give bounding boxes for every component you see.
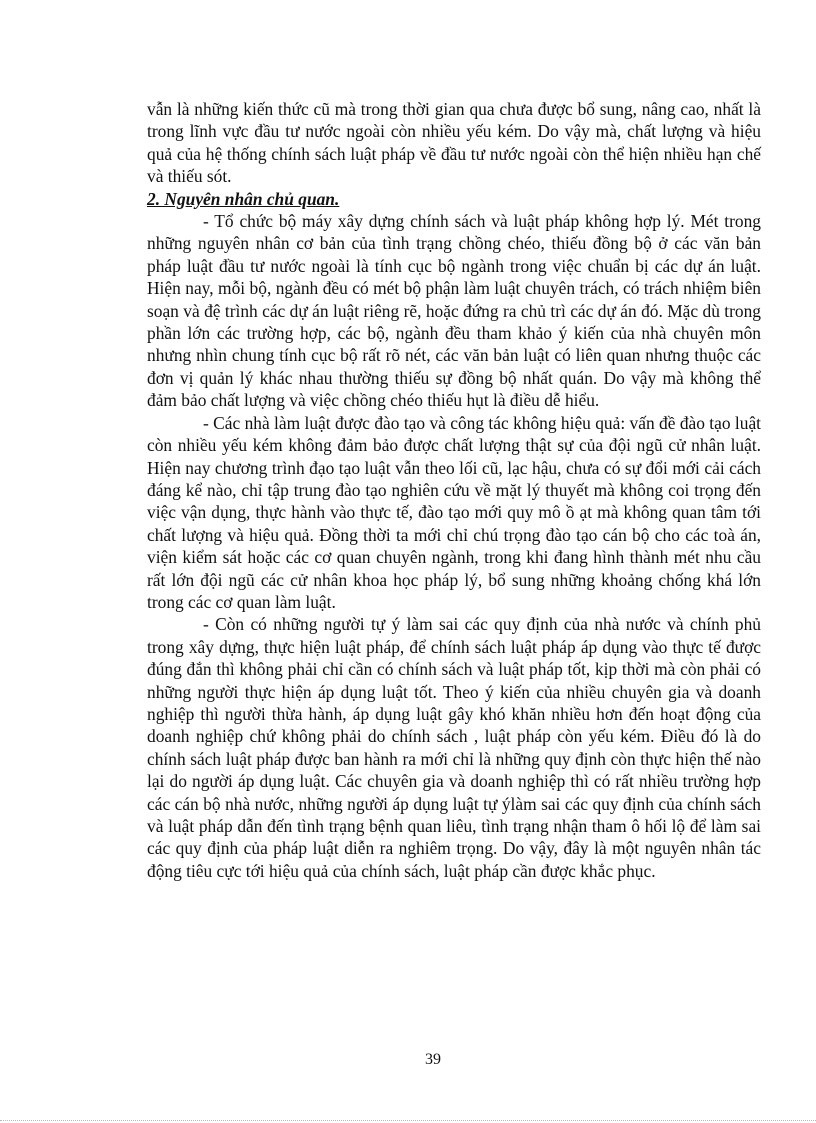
section-heading: 2. Nguyên nhân chủ quan.: [147, 188, 340, 209]
page-number: 39: [425, 1051, 441, 1068]
paragraph-organization: - Tổ chức bộ máy xây dựng chính sách và luật pháp không hợp lý. Mét trong những nguyên nhân cơ bản của tình trạng chồng chéo, thiếu đồng bộ ở các văn bản pháp luật đầu tư nước ngoài là tính cục bộ ngành trong việc chuẩn bị các dự án luật. Hiện nay, mỗi bộ, ngành đều có mét bộ phận làm luật chuyên trách, có trách nhiệm biên soạn và đệ trình các dự án luật riêng rẽ, hoặc đứng ra chủ trì các dự án đó. Mặc dù trong phần lớn các trường hợp, các bộ, ngành đều tham khảo ý kiến của nhà chuyên môn nhưng nhìn chung tính cục bộ rất rõ nét, các văn bản luật có liên quan nhưng thuộc các đơn vị quản lý khác nhau thường thiếu sự đồng bộ nhất quán. Do vậy mà không thể đảm bảo chất lượng và việc chồng chéo thiếu hụt là điều dễ hiểu.: [147, 211, 761, 411]
paragraph-enforcement: - Còn có những người tự ý làm sai các quy định của nhà nước và chính phủ trong xây dựng, thực hiện luật pháp, để chính sách luật pháp áp dụng vào thực tế được đúng đắn thì không phải chỉ cần có chính sách và luật pháp tốt, kịp thời mà còn phải có những người thực hiện áp dụng luật tốt. Theo ý kiến của nhiều chuyên gia và doanh nghiệp thì người thừa hành, áp dụng luật gây khó khăn nhiều hơn đến hoạt động của doanh nghiệp chứ không phải do chính sách , luật pháp còn yếu kém. Điều đó là do chính sách luật pháp được ban hành ra mới chỉ là những quy định còn thực hiện thế nào lại do người áp dụng luật. Các chuyên gia và doanh nghiệp thì có rất nhiều trường hợp các cán bộ nhà nước, những người áp dụng luật tự ýlàm sai các quy định của chính sách và luật pháp dẫn đến tình trạng bệnh quan liêu, tình trạng nhận tham ô hối lộ để làm sai các quy định của pháp luật diễn ra nghiêm trọng. Do vậy, đây là một nguyên nhân tác động tiêu cực tới hiệu quả của chính sách, luật pháp cần được khắc phục.: [147, 614, 761, 881]
paragraph-continuation: vẫn là những kiến thức cũ mà trong thời gian qua chưa được bổ sung, nâng cao, nhất là trong lĩnh vực đầu tư nước ngoài còn nhiều yếu kém. Do vậy mà, chất lượng và hiệu quả của hệ thống chính sách luật pháp về đầu tư nước ngoài còn thể hiện nhiều hạn chế và thiếu sót.: [147, 99, 761, 187]
document-body: [147, 98, 761, 882]
page-bottom-edge: [0, 1120, 816, 1121]
paragraph-training: - Các nhà làm luật được đào tạo và công tác không hiệu quả: vấn đề đào tạo luật còn nhiều yếu kém không đảm bảo được chất lượng thật sự của đội ngũ cử nhân luật. Hiện nay chương trình đạo tạo luật vẫn theo lối cũ, lạc hậu, chưa có sự đổi mới cải cách đáng kể nào, chỉ tập trung đào tạo nghiên cứu về mặt lý thuyết mà không coi trọng đến việc vận dụng, thực hành vào thực tế, đào tạo mới quy mô ồ ạt mà không quan tâm tới chất lượng và hiệu quả. Đồng thời ta mới chỉ chú trọng đào tạo cán bộ cho các toà án, viện kiểm sát hoặc các cơ quan chuyên ngành, trong khi đang hình thành mét nhu cầu rất lớn đội ngũ các cử nhân khoa học pháp lý, bổ sung những khoảng chống khá lớn trong các cơ quan làm luật.: [147, 412, 761, 612]
